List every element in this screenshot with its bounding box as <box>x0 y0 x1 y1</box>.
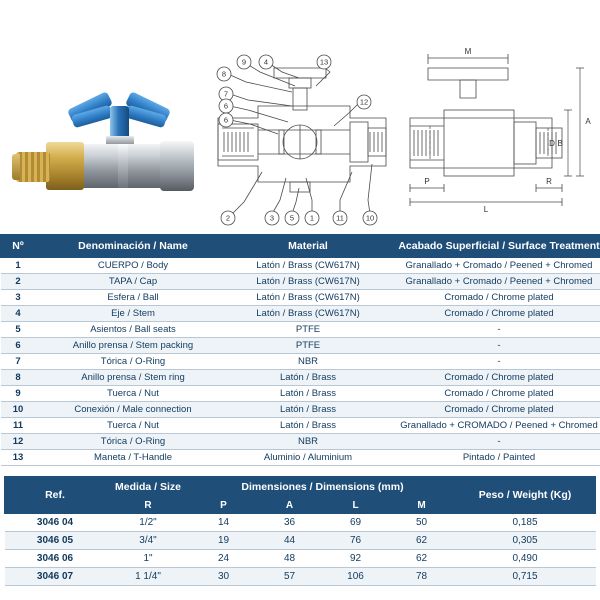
svg-text:4: 4 <box>263 57 269 67</box>
cell-finish: Cromado / Chrome plated <box>386 386 600 402</box>
cell-ref: 3046 06 <box>5 550 106 568</box>
cell-m: 62 <box>389 532 455 550</box>
table-row <box>1 274 600 290</box>
header-sub-p: P <box>191 498 257 514</box>
cell-finish: Cromado / Chrome plated <box>386 370 600 386</box>
table-row <box>1 434 600 450</box>
cell-finish: Cromado / Chrome plated <box>386 290 600 306</box>
cell-material: Latón / Brass (CW617N) <box>231 274 386 290</box>
cell-l: 106 <box>323 568 389 586</box>
cell-finish: Cromado / Chrome plated <box>386 402 600 418</box>
table-row <box>1 338 600 354</box>
cell-material: NBR <box>231 354 386 370</box>
table-row <box>1 290 600 306</box>
cell-l: 76 <box>323 532 389 550</box>
cell-number: 2 <box>1 274 36 290</box>
ball-valve-image <box>10 44 196 184</box>
cell-finish: Pintado / Painted <box>386 450 600 466</box>
svg-text:6: 6 <box>223 115 229 125</box>
cell-material: Aluminio / Aluminium <box>231 450 386 466</box>
svg-text:1: 1 <box>309 213 315 223</box>
female-nut <box>160 141 194 191</box>
header-dimensions: Dimensiones / Dimensions (mm) <box>191 477 455 498</box>
handle-stem <box>110 106 129 140</box>
svg-text:7: 7 <box>223 89 229 99</box>
cell-denomination: TAPA / Cap <box>36 274 231 290</box>
cell-number: 8 <box>1 370 36 386</box>
cell-number: 5 <box>1 322 36 338</box>
svg-text:M: M <box>464 47 472 56</box>
size-table-header-row <box>5 477 596 498</box>
svg-text:6: 6 <box>223 101 229 111</box>
cell-denomination: Esfera / Ball <box>36 290 231 306</box>
header-material: Material <box>231 235 386 258</box>
cell-weight: 0,185 <box>455 514 596 532</box>
valve-body-band <box>118 144 128 188</box>
table-row <box>1 370 600 386</box>
cell-weight: 0,490 <box>455 550 596 568</box>
cell-material: Latón / Brass <box>231 402 386 418</box>
svg-text:B: B <box>557 139 563 148</box>
svg-text:D: D <box>549 139 555 148</box>
svg-text:12: 12 <box>359 97 369 107</box>
cell-material: Latón / Brass <box>231 370 386 386</box>
section-drawing-svg <box>200 6 400 238</box>
cell-ref: 3046 07 <box>5 568 106 586</box>
cell-denomination: Maneta / T-Handle <box>36 450 231 466</box>
cell-denomination: Anillo prensa / Stem packing <box>36 338 231 354</box>
cell-r: 1 1/4" <box>106 568 191 586</box>
cell-denomination: Tórica / O-Ring <box>36 434 231 450</box>
cell-denomination: CUERPO / Body <box>36 258 231 274</box>
table-row <box>1 418 600 434</box>
cell-number: 1 <box>1 258 36 274</box>
header-number: Nº <box>1 235 36 258</box>
cell-number: 4 <box>1 306 36 322</box>
header-denomination: Denominación / Name <box>36 235 231 258</box>
cell-finish: - <box>386 338 600 354</box>
cell-finish: Cromado / Chrome plated <box>386 306 600 322</box>
header-sub-a: A <box>257 498 323 514</box>
table-row <box>1 322 600 338</box>
cell-denomination: Tuerca / Nut <box>36 418 231 434</box>
cell-denomination: Conexión / Male connection <box>36 402 231 418</box>
cell-p: 19 <box>191 532 257 550</box>
svg-text:2: 2 <box>225 213 231 223</box>
table-row <box>1 354 600 370</box>
brass-hex-section <box>46 142 84 190</box>
cell-denomination: Anillo prensa / Stem ring <box>36 370 231 386</box>
cell-finish: - <box>386 322 600 338</box>
cell-l: 69 <box>323 514 389 532</box>
header-sub-l: L <box>323 498 389 514</box>
cell-denomination: Asientos / Ball seats <box>36 322 231 338</box>
svg-text:9: 9 <box>241 57 247 67</box>
svg-text:11: 11 <box>336 213 344 223</box>
cell-weight: 0,715 <box>455 568 596 586</box>
header-sub-r: R <box>106 498 191 514</box>
svg-text:R: R <box>546 177 552 186</box>
product-photo <box>4 6 200 232</box>
cell-p: 24 <box>191 550 257 568</box>
cell-material: Latón / Brass <box>231 418 386 434</box>
header-ref: Ref. <box>5 477 106 514</box>
cell-denomination: Tuerca / Nut <box>36 386 231 402</box>
svg-text:L: L <box>483 205 489 214</box>
cell-weight: 0,305 <box>455 532 596 550</box>
cell-a: 36 <box>257 514 323 532</box>
cell-number: 7 <box>1 354 36 370</box>
brass-male-thread <box>16 152 50 182</box>
brass-thread-tip <box>12 154 20 180</box>
cell-ref: 3046 04 <box>5 514 106 532</box>
cell-finish: Granallado + CROMADO / Peened + Chromed <box>386 418 600 434</box>
illustration-area <box>0 0 600 232</box>
cell-material: Latón / Brass (CW617N) <box>231 290 386 306</box>
cell-p: 14 <box>191 514 257 532</box>
table-row <box>1 402 600 418</box>
header-sub-m: M <box>389 498 455 514</box>
cell-number: 11 <box>1 418 36 434</box>
table-row <box>5 568 596 586</box>
cell-finish: Granallado + Cromado / Peened + Chromed <box>386 274 600 290</box>
table-row <box>1 386 600 402</box>
cell-number: 3 <box>1 290 36 306</box>
svg-text:3: 3 <box>269 213 275 223</box>
table-row <box>1 258 600 274</box>
svg-text:8: 8 <box>221 69 227 79</box>
table-row <box>1 450 600 466</box>
header-size: Medida / Size <box>106 477 191 498</box>
header-weight: Peso / Weight (Kg) <box>455 477 596 514</box>
svg-text:P: P <box>424 177 430 186</box>
cell-material: PTFE <box>231 338 386 354</box>
cell-p: 30 <box>191 568 257 586</box>
cell-material: Latón / Brass <box>231 386 386 402</box>
cell-number: 6 <box>1 338 36 354</box>
cell-ref: 3046 05 <box>5 532 106 550</box>
cell-material: PTFE <box>231 322 386 338</box>
svg-text:5: 5 <box>289 213 295 223</box>
section-drawing <box>200 6 400 232</box>
cell-m: 50 <box>389 514 455 532</box>
table-row <box>1 306 600 322</box>
svg-text:13: 13 <box>319 57 329 67</box>
cell-material: Latón / Brass (CW617N) <box>231 258 386 274</box>
cell-r: 1/2" <box>106 514 191 532</box>
cell-a: 48 <box>257 550 323 568</box>
cell-m: 78 <box>389 568 455 586</box>
dimension-drawing <box>400 6 596 232</box>
cell-a: 57 <box>257 568 323 586</box>
cell-number: 13 <box>1 450 36 466</box>
cell-number: 10 <box>1 402 36 418</box>
cell-finish: - <box>386 434 600 450</box>
cell-finish: Granallado + Cromado / Peened + Chromed <box>386 258 600 274</box>
dimension-drawing-svg <box>400 6 600 238</box>
cell-material: NBR <box>231 434 386 450</box>
cell-r: 1" <box>106 550 191 568</box>
svg-text:A: A <box>585 117 591 126</box>
table-row <box>5 550 596 568</box>
table-row <box>5 532 596 550</box>
cell-number: 9 <box>1 386 36 402</box>
svg-text:10: 10 <box>365 213 375 223</box>
table-row <box>5 514 596 532</box>
cell-material: Latón / Brass (CW617N) <box>231 306 386 322</box>
cell-r: 3/4" <box>106 532 191 550</box>
cell-l: 92 <box>323 550 389 568</box>
cell-m: 62 <box>389 550 455 568</box>
cell-a: 44 <box>257 532 323 550</box>
cell-denomination: Eje / Stem <box>36 306 231 322</box>
size-table <box>4 476 596 586</box>
parts-table <box>0 234 600 466</box>
header-finish: Acabado Superficial / Surface Treatment <box>386 235 600 258</box>
cell-finish: - <box>386 354 600 370</box>
cell-number: 12 <box>1 434 36 450</box>
cell-denomination: Tórica / O-Ring <box>36 354 231 370</box>
